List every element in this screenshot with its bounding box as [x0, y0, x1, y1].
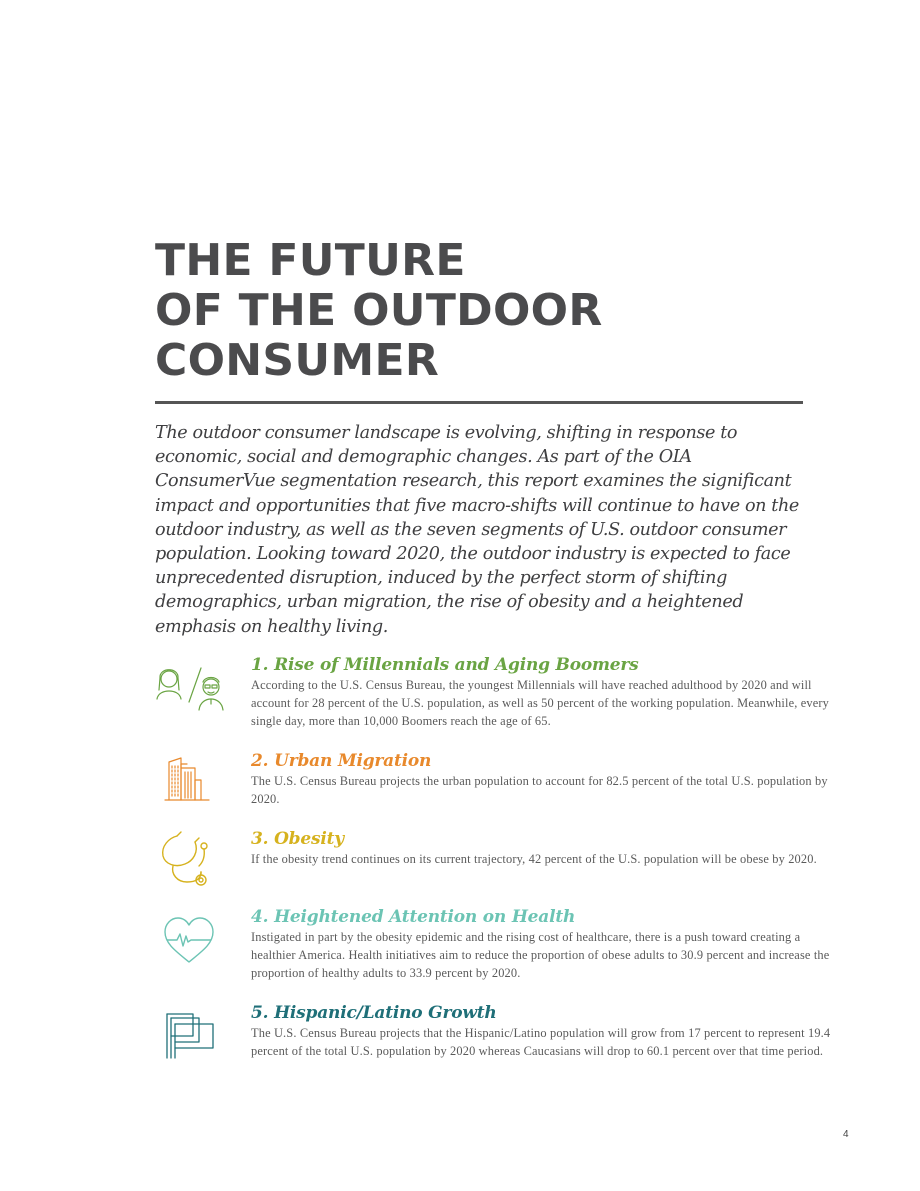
- item-body: If the obesity trend continues on its current trajectory, 42 percent of the U.S. population will be obese by 2020.: [251, 852, 817, 866]
- item-body: The U.S. Census Bureau projects the urban population to account for 82.5 percent of the total U.S. population by 2020.: [251, 774, 828, 806]
- item-body: The U.S. Census Bureau projects that the Hispanic/Latino population will grow from 17 percent to represent 19.4 percent of the total U.S. population by 2020 whereas Caucasians will drop to 60.1 percent over that time period.: [251, 1026, 831, 1058]
- flags-icon: [155, 1002, 225, 1064]
- item-body: Instigated in part by the obesity epidemic and the rising cost of healthcare, there is a push toward creating a healthier America. Health initiatives aim to reduce the proportion of obese adults to 30.9 percent and increase the proportion of healthy adults to 33.9 percent by 2020.: [251, 930, 830, 980]
- item-heading: 5. Hispanic/Latino Growth: [251, 1003, 497, 1023]
- title-line-1: THE FUTURE: [155, 235, 466, 286]
- page-number: 4: [843, 1129, 849, 1140]
- item-heading: 2. Urban Migration: [251, 751, 432, 771]
- item-heading: 3. Obesity: [251, 829, 344, 849]
- people-icon: [155, 654, 225, 716]
- title-line-3: CONSUMER: [155, 335, 440, 386]
- title-line-2: OF THE OUTDOOR: [155, 285, 603, 336]
- item-heading: 4. Heightened Attention on Health: [251, 907, 576, 927]
- stethoscope-icon: [155, 828, 225, 890]
- item-heading: 1. Rise of Millennials and Aging Boomers: [251, 655, 639, 675]
- title-divider: [155, 401, 803, 404]
- heartbeat-icon: [155, 906, 225, 968]
- item-body: According to the U.S. Census Bureau, the youngest Millennials will have reached adulthood by 2020 and will account for 28 percent of the U.S. population, as well as 50 percent of the working population. Meanwhile, every single day, more than 10,000 Boomers reach the age of 65.: [251, 678, 830, 728]
- buildings-icon: [155, 750, 225, 812]
- page-title: [155, 236, 603, 386]
- intro-paragraph: The outdoor consumer landscape is evolving, shifting in response to economic, social and demographic changes. As part of the OIA ConsumerVue segmentation research, this report examines the significant impact and opportunities that five macro-shifts will continue to have on the outdoor industry, as well as the seven segments of U.S. outdoor consumer population. Looking toward 2020, the outdoor industry is expected to face unprecedented disruption, induced by the perfect storm of shifting demographics, urban migration, the rise of obesity and a heightened emphasis on healthy living.: [155, 423, 799, 637]
